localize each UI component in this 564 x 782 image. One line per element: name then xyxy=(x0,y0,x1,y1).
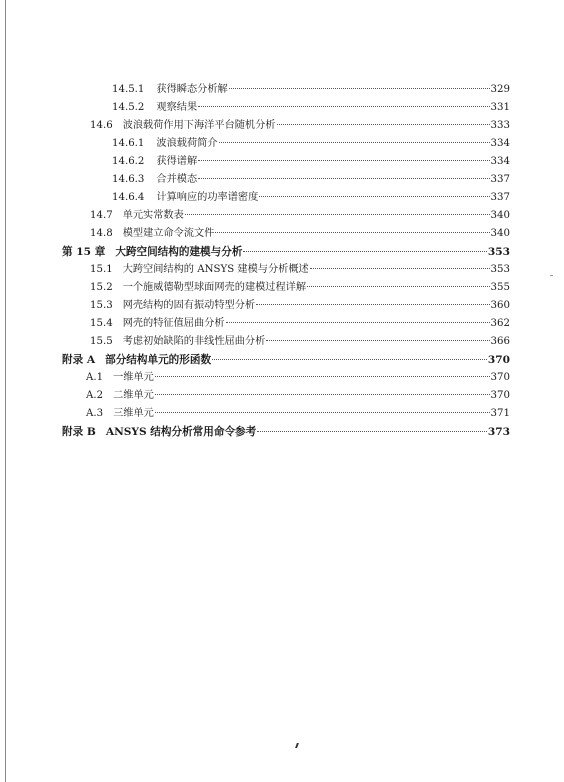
toc-entry[interactable] xyxy=(90,207,510,225)
toc-chapter-entry[interactable] xyxy=(62,243,510,261)
toc-title: 一个施威德勒型球面网壳的建模过程详解 xyxy=(122,282,307,293)
toc-number: 14.6 xyxy=(90,120,113,131)
toc-page: 340 xyxy=(490,228,510,239)
toc-title: 合并模态 xyxy=(156,174,198,185)
toc-entry[interactable] xyxy=(86,369,510,387)
toc-number: A.3 xyxy=(86,408,104,419)
toc-page: 362 xyxy=(490,318,510,329)
dot-leader xyxy=(155,394,490,395)
toc-title: 部分结构单元的形函数 xyxy=(105,354,212,366)
toc-number: 14.6.1 xyxy=(112,138,145,149)
toc-title: 观察结果 xyxy=(156,102,198,113)
dot-leader xyxy=(155,412,490,413)
toc-number: 14.5.2 xyxy=(112,102,145,113)
dot-leader xyxy=(266,340,489,341)
toc-page: 331 xyxy=(490,102,510,113)
toc-title: 获得瞬态分析解 xyxy=(156,84,228,95)
toc-number: 14.5.1 xyxy=(112,84,145,95)
toc-page: 366 xyxy=(490,336,510,347)
toc-entry[interactable] xyxy=(86,387,510,405)
toc-number: 15.2 xyxy=(90,282,113,293)
toc-page: 371 xyxy=(490,408,510,419)
toc-entry[interactable] xyxy=(112,171,510,189)
toc-page: 373 xyxy=(487,426,510,438)
dot-leader xyxy=(198,160,489,161)
toc-entry[interactable] xyxy=(90,117,510,135)
toc-page: 370 xyxy=(490,372,510,383)
toc-title: 波浪载荷简介 xyxy=(156,138,218,149)
toc-title: 三维单元 xyxy=(113,408,154,419)
toc-title: 获得谱解 xyxy=(156,156,198,167)
toc-page: 370 xyxy=(487,354,510,366)
dot-leader xyxy=(212,359,487,360)
toc-page: 337 xyxy=(490,192,510,203)
dot-leader xyxy=(310,268,490,269)
toc-title: 考虑初始缺陷的非线性屈曲分析 xyxy=(122,336,266,347)
toc-entry[interactable] xyxy=(112,135,510,153)
toc-page: 370 xyxy=(490,390,510,401)
toc-title: 二维单元 xyxy=(113,390,154,401)
toc-entry[interactable] xyxy=(90,261,510,279)
toc-number: 第 15 章 xyxy=(62,246,106,258)
dot-leader xyxy=(215,232,489,233)
toc-appendix-entry[interactable] xyxy=(62,423,510,441)
toc-page: 333 xyxy=(490,120,510,131)
dot-leader xyxy=(307,286,489,287)
toc-number: 15.5 xyxy=(90,336,113,347)
toc-page: 334 xyxy=(490,156,510,167)
toc-title: 网壳的特征值屈曲分析 xyxy=(122,318,225,329)
toc-entry[interactable] xyxy=(112,81,510,99)
toc-title: ANSYS 结构分析常用命令参考 xyxy=(105,426,257,438)
toc-number: 15.4 xyxy=(90,318,113,329)
dot-leader xyxy=(277,124,490,125)
dot-leader xyxy=(155,376,490,377)
dot-leader xyxy=(257,431,487,432)
toc-title: 计算响应的功率谱密度 xyxy=(156,192,259,203)
toc-page: 353 xyxy=(487,246,510,258)
toc-number: 附录 A xyxy=(62,354,96,366)
toc-number: 14.8 xyxy=(90,228,113,239)
dot-leader xyxy=(243,251,486,252)
toc-page: 355 xyxy=(490,282,510,293)
toc-appendix-entry[interactable] xyxy=(62,351,510,369)
toc-title: 模型建立命令流文件 xyxy=(122,228,215,239)
toc-page: 340 xyxy=(490,210,510,221)
toc-entry[interactable] xyxy=(112,189,510,207)
toc-number: 附录 B xyxy=(62,426,96,438)
toc-title: 一维单元 xyxy=(113,372,154,383)
toc-title: 波浪载荷作用下海洋平台随机分析 xyxy=(122,120,276,131)
dot-leader xyxy=(198,106,489,107)
toc-entry[interactable] xyxy=(90,225,510,243)
toc-page: 353 xyxy=(490,264,510,275)
toc-title: 网壳结构的固有振动特型分析 xyxy=(122,300,256,311)
dot-leader xyxy=(226,322,490,323)
toc-entry[interactable] xyxy=(90,279,510,297)
dot-leader xyxy=(229,88,490,89)
toc-title: 大跨空间结构的 ANSYS 建模与分析概述 xyxy=(122,264,309,275)
scan-speck xyxy=(550,275,553,276)
toc-title: 大跨空间结构的建模与分析 xyxy=(115,246,243,258)
toc-page: 329 xyxy=(490,84,510,95)
dot-leader xyxy=(256,304,489,305)
toc-number: 14.6.3 xyxy=(112,174,145,185)
dot-leader xyxy=(185,214,490,215)
toc-number: A.1 xyxy=(86,372,104,383)
toc-title: 单元实常数表 xyxy=(122,210,184,221)
dot-leader xyxy=(259,196,489,197)
toc-page: 360 xyxy=(490,300,510,311)
toc-entry[interactable] xyxy=(112,99,510,117)
toc-page: 334 xyxy=(490,138,510,149)
dot-leader xyxy=(219,142,490,143)
toc-number: 14.6.2 xyxy=(112,156,145,167)
dot-leader xyxy=(198,178,489,179)
toc-number: 15.3 xyxy=(90,300,113,311)
toc-number: 14.7 xyxy=(90,210,113,221)
toc-number: A.2 xyxy=(86,390,104,401)
toc-page: 337 xyxy=(490,174,510,185)
toc-entry[interactable] xyxy=(90,315,510,333)
toc-entry[interactable] xyxy=(90,297,510,315)
toc-entry[interactable] xyxy=(90,333,510,351)
toc-entry[interactable] xyxy=(86,405,510,423)
toc-entry[interactable] xyxy=(112,153,510,171)
toc-number: 15.1 xyxy=(90,264,113,275)
toc-number: 14.6.4 xyxy=(112,192,145,203)
